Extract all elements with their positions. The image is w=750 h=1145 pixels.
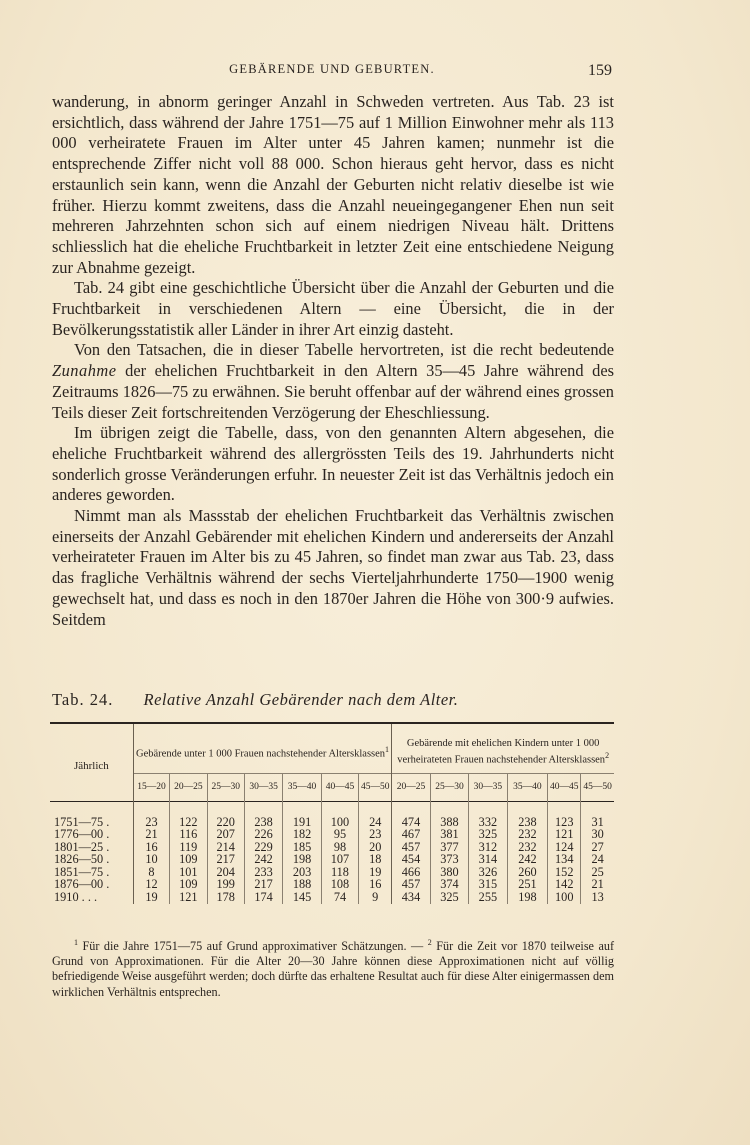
cell: 214 — [207, 841, 244, 854]
cell: 118 — [321, 866, 358, 879]
body-text — [52, 92, 614, 630]
cell: 8 — [133, 866, 169, 879]
cell: 101 — [170, 866, 207, 879]
group1-footnote-ref: 1 — [385, 745, 390, 754]
cell: 109 — [170, 853, 207, 866]
cell: 467 — [392, 828, 430, 841]
cell: 121 — [170, 891, 207, 904]
cell: 238 — [244, 816, 282, 829]
cell: 145 — [283, 891, 321, 904]
cell: 108 — [321, 878, 358, 891]
cell: 314 — [469, 853, 507, 866]
group1-header — [133, 724, 391, 773]
cell: 373 — [430, 853, 468, 866]
footnote-1: Für die Jahre 1751—75 auf Grund approximativer Schätzungen. — — [82, 939, 428, 954]
cell: 121 — [548, 828, 581, 841]
cell: 388 — [430, 816, 468, 829]
cell: 142 — [548, 878, 581, 891]
footnote-1-mark: 1 — [74, 938, 78, 947]
cell: 21 — [581, 878, 614, 891]
cell: 199 — [207, 878, 244, 891]
cell: 109 — [170, 878, 207, 891]
cell: 12 — [133, 878, 169, 891]
paragraph-5: Nimmt man als Massstab der ehelichen Fruchtbarkeit das Verhältnis zwischen einerseits der Anzahl Gebärender mit ehelichen Kindern und andererseits der Anzahl verheirateter Frauen im Alter bis zu 45 Jahren, so findet man zwar aus Tab. 23, dass das fragliche Verhältnis während der sechs Vierteljahrhunderte 1750—1900 wenig gewechselt hat, und dass es noch in den 1870er Jahren die Höhe von 300·9 aufwies. Seitdem — [52, 506, 614, 629]
cell: 191 — [283, 816, 321, 829]
cell: 242 — [244, 853, 282, 866]
cell: 174 — [244, 891, 282, 904]
cell: 185 — [283, 841, 321, 854]
col-header: 15—20 — [133, 773, 169, 801]
footnote-2: Für die Zeit vor 1870 teilweise auf Grund von Approximationen. Für die Alter 20—30 Jahre können diese Approximationen nicht auf völlig befriedigende Weise ausgeführt werden; doch dürfte das erhaltene Resultat auch für diese Alter einigermassen dem wirklichen Verhältnis entsprechen. — [52, 939, 615, 999]
cell: 238 — [507, 816, 548, 829]
footnote-2-mark: 2 — [427, 938, 432, 947]
cell: 21 — [133, 828, 169, 841]
cell: 119 — [170, 841, 207, 854]
cell: 10 — [133, 853, 169, 866]
table-caption — [52, 690, 458, 710]
cell: 312 — [469, 841, 507, 854]
cell: 18 — [359, 853, 392, 866]
row-year: 1751—75 . — [54, 814, 110, 829]
row-year: 1826—50 . — [54, 852, 110, 867]
cell: 178 — [207, 891, 244, 904]
paragraph-3 — [52, 340, 614, 423]
cell: 255 — [469, 891, 507, 904]
cell: 31 — [581, 816, 614, 829]
cell: 204 — [207, 866, 244, 879]
cell: 198 — [283, 853, 321, 866]
col-header: 30—35 — [469, 773, 507, 801]
cell: 19 — [133, 891, 169, 904]
cell: 251 — [507, 878, 548, 891]
group2-header — [392, 724, 614, 773]
paragraph-3-before: Von den Tatsachen, die in dieser Tabelle hervortreten, ist die recht bedeutende — [74, 340, 614, 360]
cell: 325 — [430, 891, 468, 904]
cell: 377 — [430, 841, 468, 854]
cell: 23 — [359, 828, 392, 841]
emphasis-zunahme: Zunahme — [52, 361, 117, 381]
cell: 23 — [133, 816, 169, 829]
cell: 13 — [581, 891, 614, 904]
cell: 124 — [548, 841, 581, 854]
cell: 457 — [392, 841, 430, 854]
col-header: 45—50 — [581, 773, 614, 801]
paragraph-1: wanderung, in abnorm geringer Anzahl in Schweden vertreten. Aus Tab. 23 ist ersichtlich, dass während der Jahre 1751—75 auf 1 Million Einwohner mehr als 113 000 verheiratete Frauen im Alter unter 45 Jahren kamen; nunmehr ist die entsprechende Ziffer nicht voll 88 000. Schon hieraus geht hervor, dass es nicht erstaunlich sein kann, wenn die Anzahl der Geburten nicht relativ dieselbe ist wie früher. Hierzu kommt zweitens, dass die Anzahl neueingegangener Ehen nun seit mehreren Jahrzehnten schon sich auf einem niedrigen Niveau hält. Drittens schliesslich hat die eheliche Fruchtbarkeit in letzter Zeit eine entschiedene Neigung zur Abnahme gezeigt. — [52, 92, 614, 277]
cell: 229 — [244, 841, 282, 854]
page-header — [52, 62, 612, 80]
cell: 122 — [170, 816, 207, 829]
cell: 217 — [207, 853, 244, 866]
col-header: 25—30 — [430, 773, 468, 801]
footnote-block — [52, 935, 614, 1000]
cell: 152 — [548, 866, 581, 879]
row-year: 1851—75 . — [54, 864, 110, 879]
col-header: 20—25 — [392, 773, 430, 801]
group2-footnote-ref: 2 — [605, 751, 610, 760]
cell: 474 — [392, 816, 430, 829]
cell: 100 — [321, 816, 358, 829]
cell: 457 — [392, 878, 430, 891]
col-header: 35—40 — [507, 773, 548, 801]
row-year: 1876—00 . — [54, 877, 110, 892]
cell: 326 — [469, 866, 507, 879]
footnotes — [52, 935, 614, 1000]
cell: 232 — [507, 828, 548, 841]
cell: 233 — [244, 866, 282, 879]
cell: 232 — [507, 841, 548, 854]
cell: 220 — [207, 816, 244, 829]
cell: 98 — [321, 841, 358, 854]
cell: 198 — [507, 891, 548, 904]
page-number: 159 — [588, 62, 612, 79]
table-row — [50, 828, 614, 841]
table-label: Tab. 24. — [52, 690, 114, 709]
cell: 242 — [507, 853, 548, 866]
cell: 466 — [392, 866, 430, 879]
running-title: GEBÄRENDE UND GEBURTEN. — [229, 62, 435, 76]
col-header: 35—40 — [283, 773, 321, 801]
cell: 107 — [321, 853, 358, 866]
row-year: 1910 . . . — [54, 890, 98, 905]
cell: 315 — [469, 878, 507, 891]
row-header: Jährlich — [73, 760, 109, 773]
col-header: 30—35 — [244, 773, 282, 801]
col-header: 25—30 — [207, 773, 244, 801]
cell: 16 — [359, 878, 392, 891]
paragraph-2: Tab. 24 gibt eine geschichtliche Übersicht über die Anzahl der Geburten und die Fruchtbarkeit in verschiedenen Altern — eine Übersicht, die in der Bevölkerungsstatistik aller Länder in ihrer Art einzig dasteht. — [52, 278, 614, 339]
cell: 134 — [548, 853, 581, 866]
cell: 374 — [430, 878, 468, 891]
cell: 100 — [548, 891, 581, 904]
cell: 9 — [359, 891, 392, 904]
fertility-table — [50, 722, 614, 904]
cell: 325 — [469, 828, 507, 841]
cell: 20 — [359, 841, 392, 854]
cell: 116 — [170, 828, 207, 841]
group1-header-text: Gebärende unter 1 000 Frauen nachstehender Altersklassen — [136, 748, 386, 760]
col-header: 40—45 — [548, 773, 581, 801]
row-year: 1801—25 . — [54, 839, 110, 854]
cell: 24 — [581, 853, 614, 866]
cell: 454 — [392, 853, 430, 866]
cell: 260 — [507, 866, 548, 879]
cell: 25 — [581, 866, 614, 879]
col-header: 20—25 — [170, 773, 207, 801]
cell: 207 — [207, 828, 244, 841]
cell: 332 — [469, 816, 507, 829]
cell: 203 — [283, 866, 321, 879]
table-row — [50, 891, 614, 904]
cell: 27 — [581, 841, 614, 854]
cell: 30 — [581, 828, 614, 841]
cell: 16 — [133, 841, 169, 854]
col-header: 40—45 — [321, 773, 358, 801]
age-class-row — [50, 773, 614, 801]
cell: 182 — [283, 828, 321, 841]
cell: 188 — [283, 878, 321, 891]
paragraph-3-after: der ehelichen Fruchtbarkeit in den Altern 35—45 Jahre während des Zeitraums 1826—75 zu erwähnen. Sie beruht offenbar auf der während eines grossen Teils dieser Zeit fortschreitenden Verzögerung der Eheschliessung. — [52, 361, 614, 422]
cell: 226 — [244, 828, 282, 841]
row-year: 1776—00 . — [54, 827, 110, 842]
cell: 95 — [321, 828, 358, 841]
cell: 434 — [392, 891, 430, 904]
cell: 380 — [430, 866, 468, 879]
group2-header-text: Gebärende mit ehelichen Kindern unter 1 000 verheirateten Frauen nachstehender Altersklassen — [397, 738, 606, 766]
paragraph-4: Im übrigen zeigt die Tabelle, dass, von den genannten Altern abgesehen, die eheliche Fruchtbarkeit während des allergrössten Teils des 19. Jahrhunderts nicht sonderlich grosse Veränderungen erfuhr. In neuester Zeit ist das Verhältnis jedoch ein anderes geworden. — [52, 423, 614, 505]
cell: 74 — [321, 891, 358, 904]
table-title: Relative Anzahl Gebärender nach dem Alter. — [143, 690, 459, 709]
cell: 217 — [244, 878, 282, 891]
cell: 24 — [359, 816, 392, 829]
cell: 19 — [359, 866, 392, 879]
table-row — [50, 853, 614, 866]
cell: 123 — [548, 816, 581, 829]
col-header: 45—50 — [359, 773, 392, 801]
cell: 381 — [430, 828, 468, 841]
